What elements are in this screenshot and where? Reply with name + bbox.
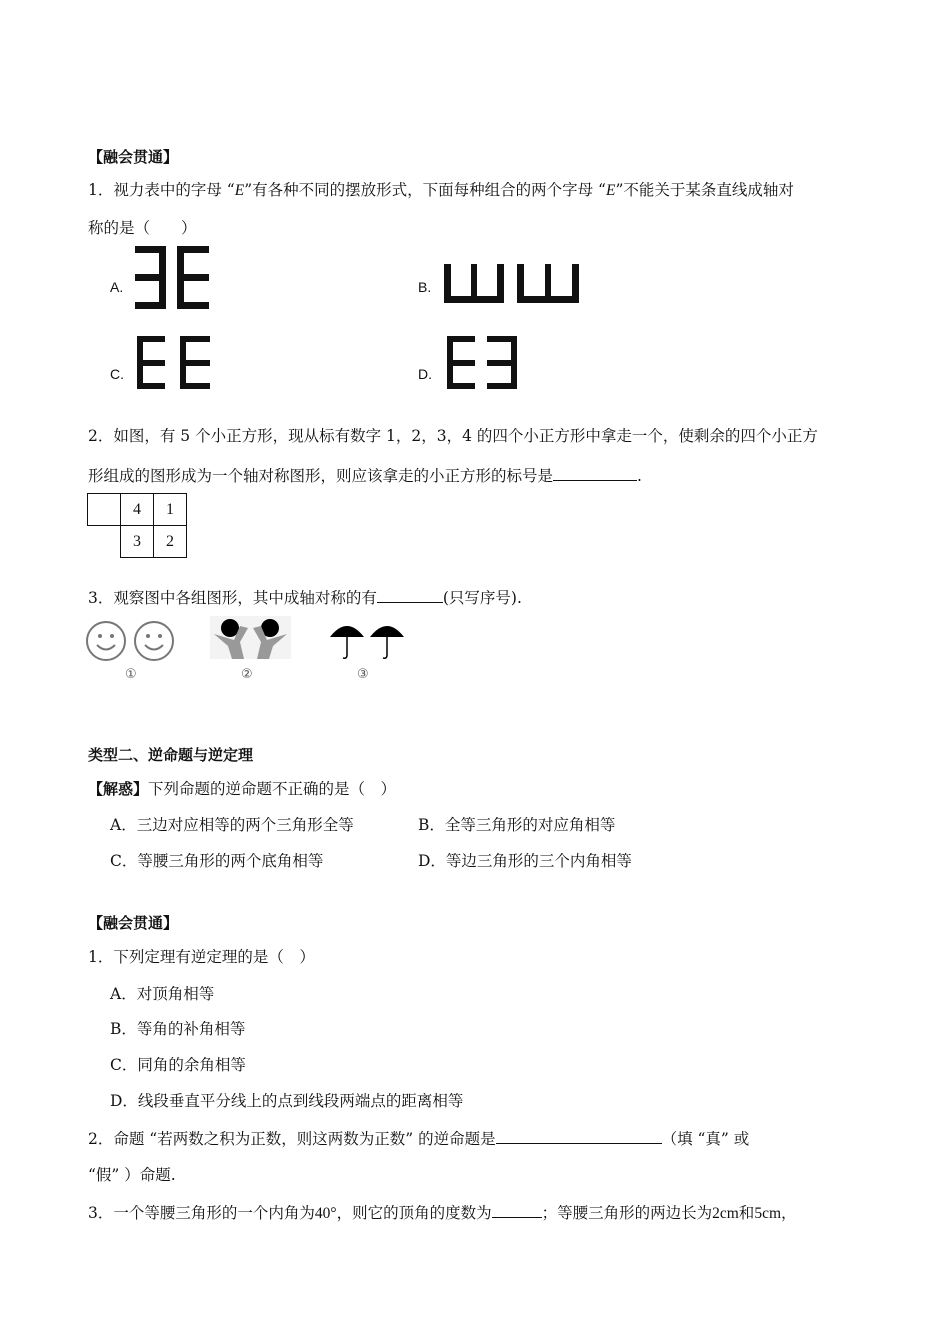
jiehuo-line: 【解惑】下列命题的逆命题不正确的是（ ） — [88, 780, 397, 798]
q2-line2: 形组成的图形成为一个轴对称图形，则应该拿走的小正方形的标号是 . — [88, 464, 642, 486]
grid-cell: 4 — [121, 494, 154, 526]
s2-q2-line1: 2．命题 “若两数之积为正数，则这两数为正数” 的逆命题是 （填 “真” 或 — [88, 1127, 749, 1149]
figures-figure — [210, 616, 292, 660]
grid-cell-empty — [88, 526, 121, 558]
grid-cell: 3 — [121, 526, 154, 558]
option-c-label[interactable]: C. — [110, 366, 124, 382]
q1-line2: 称的是（ ） — [88, 219, 197, 237]
jiehuo-option-a[interactable]: A．三边对应相等的两个三角形全等 — [110, 816, 354, 834]
s2-q1-option-b[interactable]: B．等角的补角相等 — [110, 1020, 246, 1038]
section-heading: 【融会贯通】 — [88, 914, 179, 932]
s2-q2-line2: “假” ）命题. — [88, 1166, 176, 1184]
q1-line1: 1．视力表中的字母 “E”有各种不同的摆放形式，下面每种组合的两个字母 “E”不能关于某条直线成轴对 — [88, 181, 794, 199]
option-b-figure — [444, 264, 580, 304]
smiley-faces-figure — [85, 620, 179, 664]
option-b-label[interactable]: B. — [418, 279, 432, 295]
s2-q1-option-c[interactable]: C．同角的余角相等 — [110, 1056, 246, 1074]
option-a-figure — [135, 246, 215, 310]
answer-blank[interactable] — [377, 586, 443, 603]
grid-cell — [88, 494, 121, 526]
answer-blank[interactable] — [553, 464, 637, 481]
s2-q3-line: 3．一个等腰三角形的一个内角为40°，则它的顶角的度数为 ；等腰三角形的两边长为2cm和5cm， — [88, 1201, 797, 1224]
figure-caption: ① — [125, 667, 137, 682]
figure-caption: ③ — [357, 667, 369, 682]
answer-blank[interactable] — [496, 1127, 662, 1144]
answer-blank[interactable] — [492, 1201, 542, 1218]
figure-caption: ② — [241, 667, 253, 682]
section-heading: 【融会贯通】 — [88, 148, 179, 166]
umbrellas-figure — [328, 617, 408, 661]
q2-line1: 2．如图，有 5 个小正方形，现从标有数字 1，2，3，4 的四个小正方形中拿走一个，使剩余的四个小正方 — [88, 427, 818, 445]
grid-cell: 1 — [154, 494, 187, 526]
section-title: 类型二、逆命题与逆定理 — [88, 746, 254, 764]
option-d-label[interactable]: D. — [418, 366, 432, 382]
square-grid — [87, 493, 187, 558]
jiehuo-option-d[interactable]: D．等边三角形的三个内角相等 — [418, 852, 632, 870]
option-c-figure — [137, 336, 215, 390]
s2-q1-option-d[interactable]: D．线段垂直平分线上的点到线段两端点的距离相等 — [110, 1092, 464, 1110]
s2-q1-text: 1．下列定理有逆定理的是（ ） — [88, 948, 315, 966]
option-d-figure — [447, 336, 525, 390]
q3-line: 3．观察图中各组图形，其中成轴对称的有 (只写序号). — [88, 586, 522, 608]
grid-cell: 2 — [154, 526, 187, 558]
jiehuo-option-b[interactable]: B．全等三角形的对应角相等 — [418, 816, 616, 834]
s2-q1-option-a[interactable]: A．对顶角相等 — [110, 985, 215, 1003]
option-a-label[interactable]: A. — [110, 279, 124, 295]
jiehuo-option-c[interactable]: C．等腰三角形的两个底角相等 — [110, 852, 324, 870]
